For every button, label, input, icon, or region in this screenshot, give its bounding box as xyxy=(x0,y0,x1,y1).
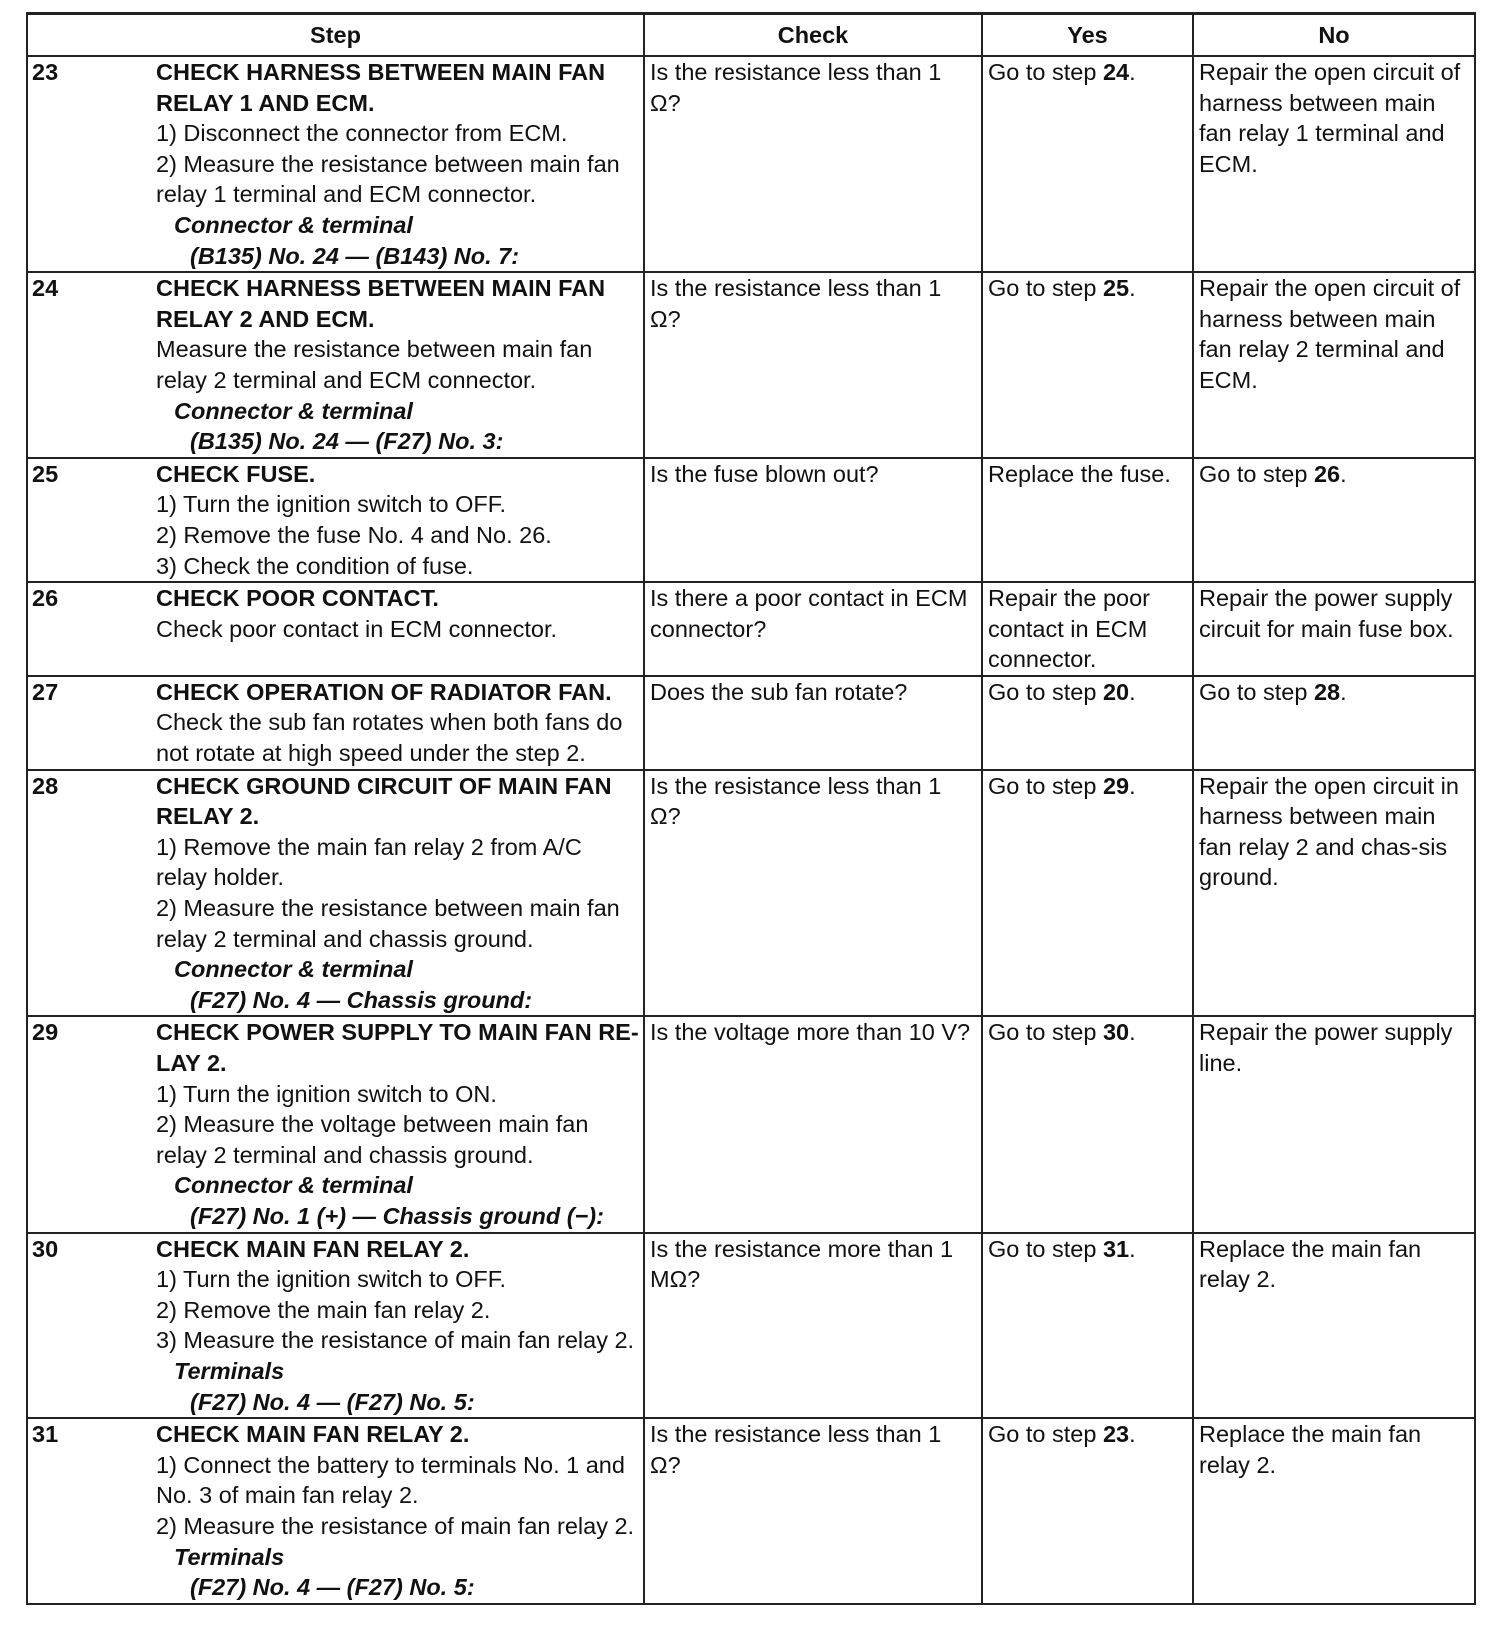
no-suffix: . xyxy=(1340,460,1347,487)
table-body xyxy=(27,56,1475,1604)
step-instruction: 2) Measure the resistance between main fan relay 2 terminal and chassis ground. xyxy=(156,895,620,952)
no-cell xyxy=(1193,770,1475,1017)
yes-cell xyxy=(982,56,1193,272)
check-cell: Is the resistance less than 1 Ω? xyxy=(644,770,982,1017)
step-instruction: Check the sub fan rotates when both fans do not rotate at high speed under the step 2. xyxy=(156,709,623,767)
yes-suffix: . xyxy=(1129,275,1136,302)
step-instruction: Check poor contact in ECM connector. xyxy=(156,615,558,642)
step-title: CHECK POWER SUPPLY TO MAIN FAN RE-LAY 2. xyxy=(156,1019,639,1076)
step-cell xyxy=(27,56,644,272)
yes-step-ref: 24 xyxy=(1102,59,1130,85)
terminal-value: (B135) No. 24 — (B143) No. 7: xyxy=(190,242,520,269)
step-title: CHECK MAIN FAN RELAY 2. xyxy=(156,1421,470,1448)
yes-text: Go to step xyxy=(988,678,1103,705)
no-cell xyxy=(1193,458,1475,582)
yes-step-ref: 25 xyxy=(1102,275,1130,302)
no-text: Replace the main fan relay 2. xyxy=(1199,1235,1422,1293)
step-title: CHECK HARNESS BETWEEN MAIN FAN RELAY 1 AND ECM. xyxy=(156,59,606,116)
terminal-label: Terminals xyxy=(174,1357,285,1384)
check-cell: Is the resistance less than 1 Ω? xyxy=(644,56,982,272)
no-text: Go to step xyxy=(1199,678,1314,705)
step-body xyxy=(156,1234,643,1418)
step-number: 31 xyxy=(32,1421,59,1448)
step-instruction: 1) Turn the ignition switch to ON. xyxy=(156,1080,497,1107)
step-body xyxy=(156,57,643,271)
terminal-label: Terminals xyxy=(174,1543,285,1570)
step-title: CHECK GROUND CIRCUIT OF MAIN FAN RELAY 2. xyxy=(156,772,612,830)
step-body xyxy=(156,677,643,769)
no-text: Go to step xyxy=(1199,460,1314,487)
header-step: Step xyxy=(27,14,644,57)
no-text: Replace the main fan relay 2. xyxy=(1199,1421,1422,1478)
check-cell: Does the sub fan rotate? xyxy=(644,676,982,770)
step-wrapper xyxy=(28,273,643,457)
table-row xyxy=(27,458,1475,582)
check-cell: Is the resistance less than 1 Ω? xyxy=(644,1418,982,1604)
step-wrapper xyxy=(28,1419,643,1603)
yes-step-ref: 23 xyxy=(1102,1421,1130,1448)
step-title: CHECK POOR CONTACT. xyxy=(156,585,439,612)
table-row xyxy=(27,56,1475,272)
step-number: 27 xyxy=(32,678,59,705)
step-instruction: 1) Turn the ignition switch to OFF. xyxy=(156,491,507,518)
yes-cell xyxy=(982,1233,1193,1419)
step-body xyxy=(156,583,643,644)
yes-text: Repair the poor contact in ECM connector. xyxy=(988,585,1150,673)
yes-cell xyxy=(982,582,1193,676)
yes-text: Go to step xyxy=(988,1019,1103,1046)
no-text: Repair the power supply line. xyxy=(1199,1019,1453,1076)
step-instruction: Measure the resistance between main fan relay 2 terminal and ECM connector. xyxy=(156,336,593,393)
no-text: Repair the open circuit in harness between main fan relay 2 and chas-sis ground. xyxy=(1199,772,1459,891)
yes-text: Go to step xyxy=(988,59,1103,85)
step-cell xyxy=(27,1418,644,1604)
check-cell: Is the voltage more than 10 V? xyxy=(644,1016,982,1232)
yes-step-ref: 20 xyxy=(1102,678,1130,705)
yes-text: Go to step xyxy=(988,772,1103,799)
no-cell xyxy=(1193,676,1475,770)
check-cell: Is the fuse blown out? xyxy=(644,458,982,582)
terminal-value: (B135) No. 24 — (F27) No. 3: xyxy=(190,428,504,455)
yes-text: Go to step xyxy=(988,1421,1103,1448)
step-wrapper xyxy=(28,677,643,769)
yes-suffix: . xyxy=(1129,1235,1136,1262)
step-cell xyxy=(27,1016,644,1232)
step-cell xyxy=(27,272,644,458)
yes-text: Replace the fuse. xyxy=(988,460,1171,487)
yes-text: Go to step xyxy=(988,275,1103,302)
terminal-value: (F27) No. 4 — (F27) No. 5: xyxy=(190,1388,475,1415)
header-yes: Yes xyxy=(982,14,1193,57)
no-step-ref: 26 xyxy=(1313,460,1341,487)
step-number: 24 xyxy=(32,275,59,302)
terminal-label: Connector & terminal xyxy=(174,1172,413,1199)
yes-cell xyxy=(982,458,1193,582)
no-text: Repair the power supply circuit for main fuse box. xyxy=(1199,585,1454,642)
terminal-value: (F27) No. 4 — (F27) No. 5: xyxy=(190,1574,475,1601)
yes-step-ref: 31 xyxy=(1102,1235,1130,1262)
header-check: Check xyxy=(644,14,982,57)
step-title: CHECK HARNESS BETWEEN MAIN FAN RELAY 2 AND ECM. xyxy=(156,275,606,332)
step-instruction: 1) Turn the ignition switch to OFF. xyxy=(156,1266,507,1293)
step-body xyxy=(156,1017,643,1231)
no-suffix: . xyxy=(1340,678,1347,705)
header-no: No xyxy=(1193,14,1475,57)
terminal-value: (F27) No. 1 (+) — Chassis ground (−): xyxy=(190,1202,604,1229)
table-row xyxy=(27,272,1475,458)
step-wrapper xyxy=(28,459,643,581)
check-cell: Is there a poor contact in ECM connector? xyxy=(644,582,982,676)
step-number: 26 xyxy=(32,585,59,612)
yes-suffix: . xyxy=(1129,1019,1136,1046)
step-cell xyxy=(27,770,644,1017)
step-instruction: 2) Measure the resistance of main fan relay 2. xyxy=(156,1512,635,1539)
yes-cell xyxy=(982,676,1193,770)
yes-suffix: . xyxy=(1129,678,1136,705)
step-number: 23 xyxy=(32,59,59,85)
table-row xyxy=(27,676,1475,770)
no-cell xyxy=(1193,272,1475,458)
table-row xyxy=(27,770,1475,1017)
yes-step-ref: 29 xyxy=(1102,772,1130,799)
step-wrapper xyxy=(28,57,643,271)
step-body xyxy=(156,459,643,581)
step-instruction: 1) Connect the battery to terminals No. 1 and No. 3 of main fan relay 2. xyxy=(156,1451,625,1509)
step-body xyxy=(156,1419,643,1603)
no-text: Repair the open circuit of harness between main fan relay 2 terminal and ECM. xyxy=(1199,275,1461,393)
step-cell xyxy=(27,582,644,676)
step-cell xyxy=(27,1233,644,1419)
table-row xyxy=(27,582,1475,676)
yes-cell xyxy=(982,1418,1193,1604)
yes-step-ref: 30 xyxy=(1102,1019,1130,1046)
table-row xyxy=(27,1418,1475,1604)
no-cell xyxy=(1193,1233,1475,1419)
yes-text: Go to step xyxy=(988,1235,1103,1262)
step-title: CHECK OPERATION OF RADIATOR FAN. xyxy=(156,678,612,705)
step-instruction: 3) Measure the resistance of main fan relay 2. xyxy=(156,1327,635,1354)
table-row xyxy=(27,1016,1475,1232)
no-cell xyxy=(1193,582,1475,676)
diagnostic-table xyxy=(26,12,1476,1605)
step-instruction: 2) Measure the resistance between main fan relay 1 terminal and ECM connector. xyxy=(156,150,620,208)
step-number: 29 xyxy=(32,1019,59,1046)
step-wrapper xyxy=(28,771,643,1016)
step-instruction: 2) Remove the main fan relay 2. xyxy=(156,1296,491,1323)
step-number: 30 xyxy=(32,1235,59,1262)
terminal-value: (F27) No. 4 — Chassis ground: xyxy=(190,986,533,1013)
step-body xyxy=(156,273,643,457)
yes-suffix: . xyxy=(1129,59,1136,85)
step-wrapper xyxy=(28,1017,643,1231)
yes-suffix: . xyxy=(1129,1421,1136,1448)
step-wrapper xyxy=(28,1234,643,1418)
yes-suffix: . xyxy=(1129,772,1136,799)
step-title: CHECK MAIN FAN RELAY 2. xyxy=(156,1235,470,1262)
step-instruction: 3) Check the condition of fuse. xyxy=(156,552,474,579)
step-cell xyxy=(27,458,644,582)
yes-cell xyxy=(982,770,1193,1017)
no-text: Repair the open circuit of harness between main fan relay 1 terminal and ECM. xyxy=(1199,59,1461,177)
no-step-ref: 28 xyxy=(1313,678,1341,705)
step-instruction: 2) Remove the fuse No. 4 and No. 26. xyxy=(156,521,552,548)
yes-cell xyxy=(982,272,1193,458)
step-title: CHECK FUSE. xyxy=(156,460,316,487)
check-cell: Is the resistance more than 1 MΩ? xyxy=(644,1233,982,1419)
step-cell xyxy=(27,676,644,770)
step-number: 28 xyxy=(32,772,59,799)
step-body xyxy=(156,771,643,1016)
step-wrapper xyxy=(28,583,643,644)
table-header-row xyxy=(27,14,1475,57)
step-instruction: 2) Measure the voltage between main fan relay 2 terminal and chassis ground. xyxy=(156,1111,589,1168)
no-cell xyxy=(1193,56,1475,272)
terminal-label: Connector & terminal xyxy=(174,397,413,424)
yes-cell xyxy=(982,1016,1193,1232)
terminal-label: Connector & terminal xyxy=(174,211,413,238)
no-cell xyxy=(1193,1418,1475,1604)
check-cell: Is the resistance less than 1 Ω? xyxy=(644,272,982,458)
table-row xyxy=(27,1233,1475,1419)
no-cell xyxy=(1193,1016,1475,1232)
step-instruction: 1) Disconnect the connector from ECM. xyxy=(156,120,568,147)
step-instruction: 1) Remove the main fan relay 2 from A/C relay holder. xyxy=(156,833,582,891)
step-number: 25 xyxy=(32,460,59,487)
terminal-label: Connector & terminal xyxy=(174,956,413,983)
